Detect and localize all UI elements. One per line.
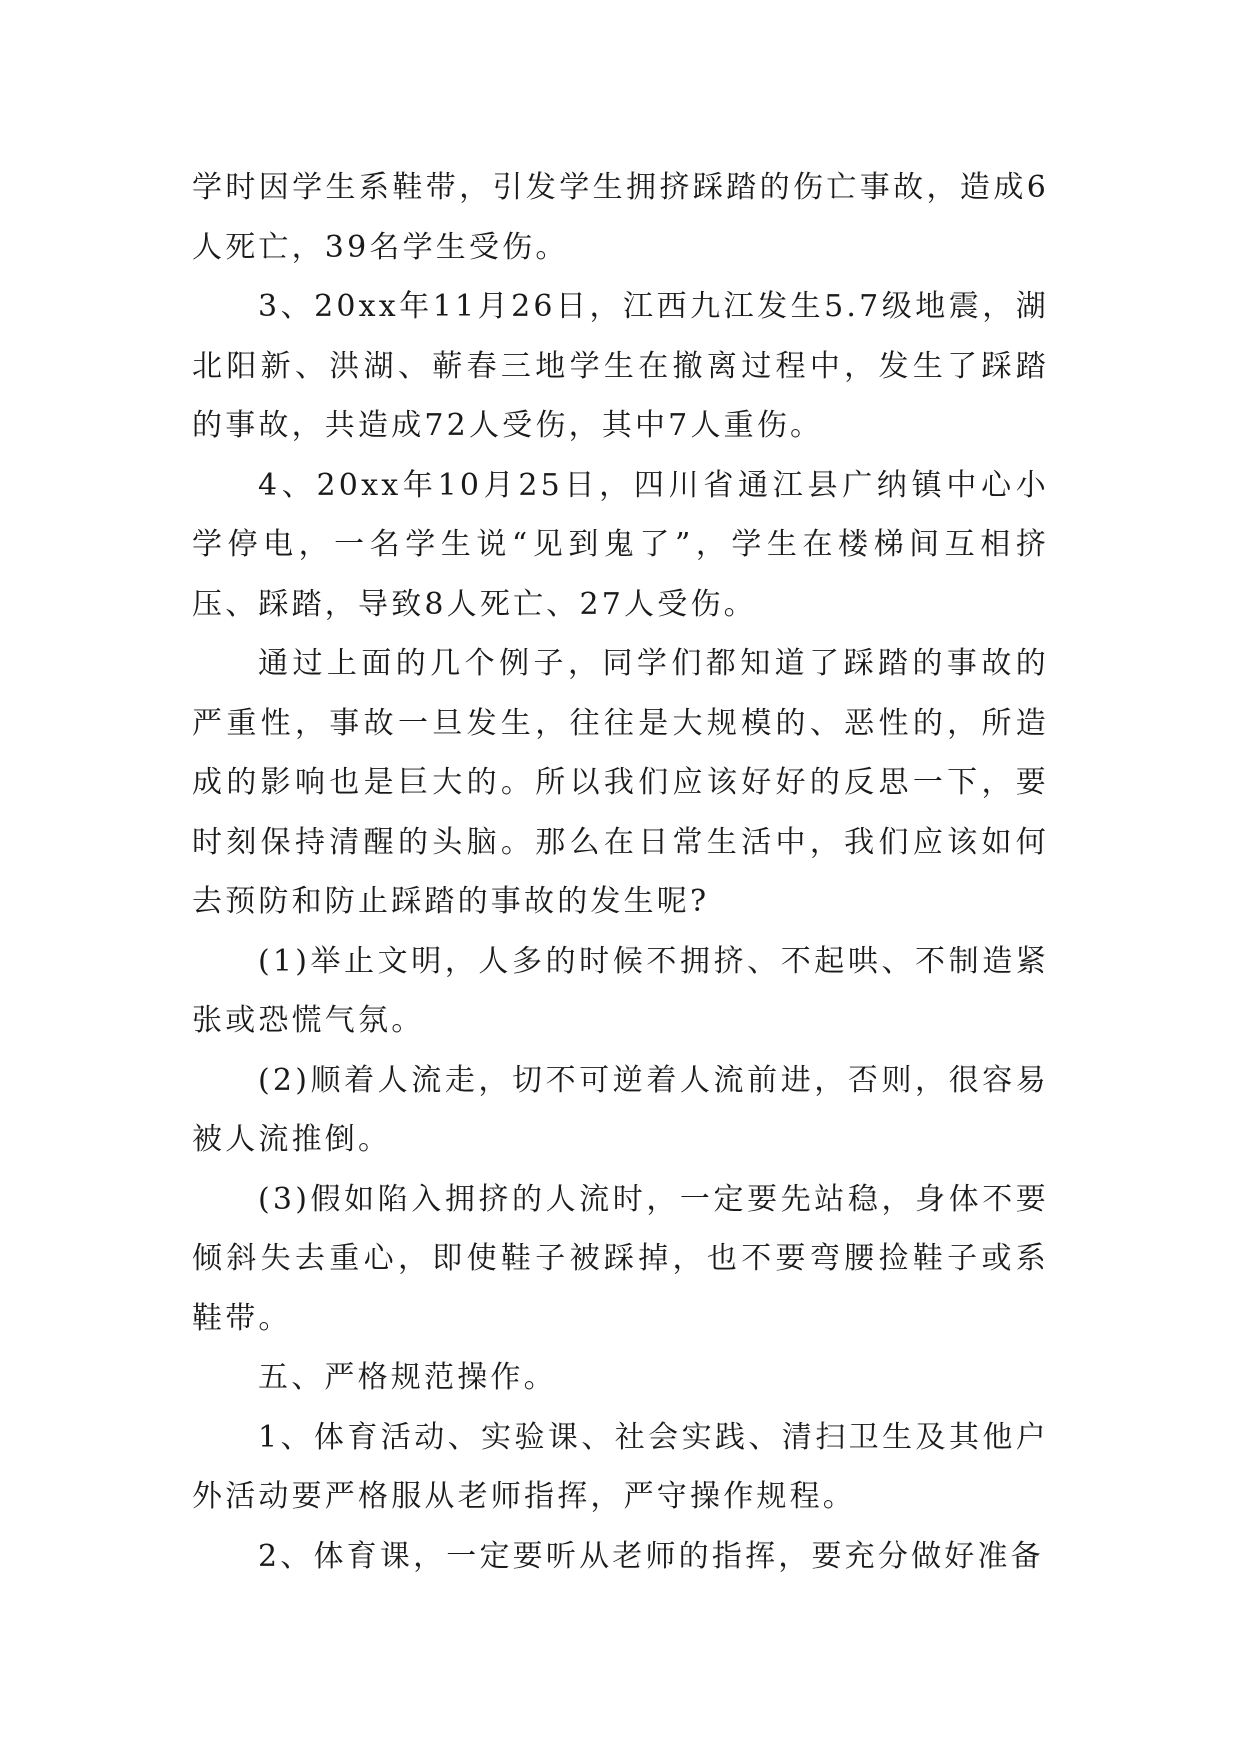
paragraph: 通过上面的几个例子，同学们都知道了踩踏的事故的严重性，事故一旦发生，往往是大规模的、恶性的，所造成的影响也是巨大的。所以我们应该好好的反思一下，要时刻保持清醒的头脑。那么在日常生活中，我们应该如何去预防和防止踩踏的事故的发生呢?: [192, 646, 1049, 919]
paragraph: 4、20xx年10月25日，四川省通江县广纳镇中心小学停电，一名学生说“见到鬼了”，学生在楼梯间互相挤压、踩踏，导致8人死亡、27人受伤。: [192, 467, 1049, 622]
list-item: 1、体育活动、实验课、社会实践、清扫卫生及其他户外活动要严格服从老师指挥，严守操作规程。: [192, 1419, 1049, 1514]
paragraph: 3、20xx年11月26日，江西九江发生5.7级地震，湖北阳新、洪湖、蕲春三地学生在撤离过程中，发生了踩踏的事故，共造成72人受伤，其中7人重伤。: [192, 289, 1049, 443]
document-body: [192, 158, 1049, 1586]
list-item: (1)举止文明，人多的时候不拥挤、不起哄、不制造紧张或恐慌气氛。: [192, 943, 1049, 1038]
section-heading: 五、严格规范操作。: [258, 1360, 557, 1395]
list-item: 2、体育课，一定要听从老师的指挥，要充分做好准备: [258, 1538, 1044, 1574]
list-item: (2)顺着人流走，切不可逆着人流前进，否则，很容易被人流推倒。: [192, 1062, 1049, 1157]
paragraph: 学时因学生系鞋带，引发学生拥挤踩踏的伤亡事故，造成6人死亡，39名学生受伤。: [192, 170, 1049, 265]
list-item: (3)假如陷入拥挤的人流时，一定要先站稳，身体不要倾斜失去重心，即使鞋子被踩掉，也不要弯腰捡鞋子或系鞋带。: [192, 1181, 1049, 1336]
